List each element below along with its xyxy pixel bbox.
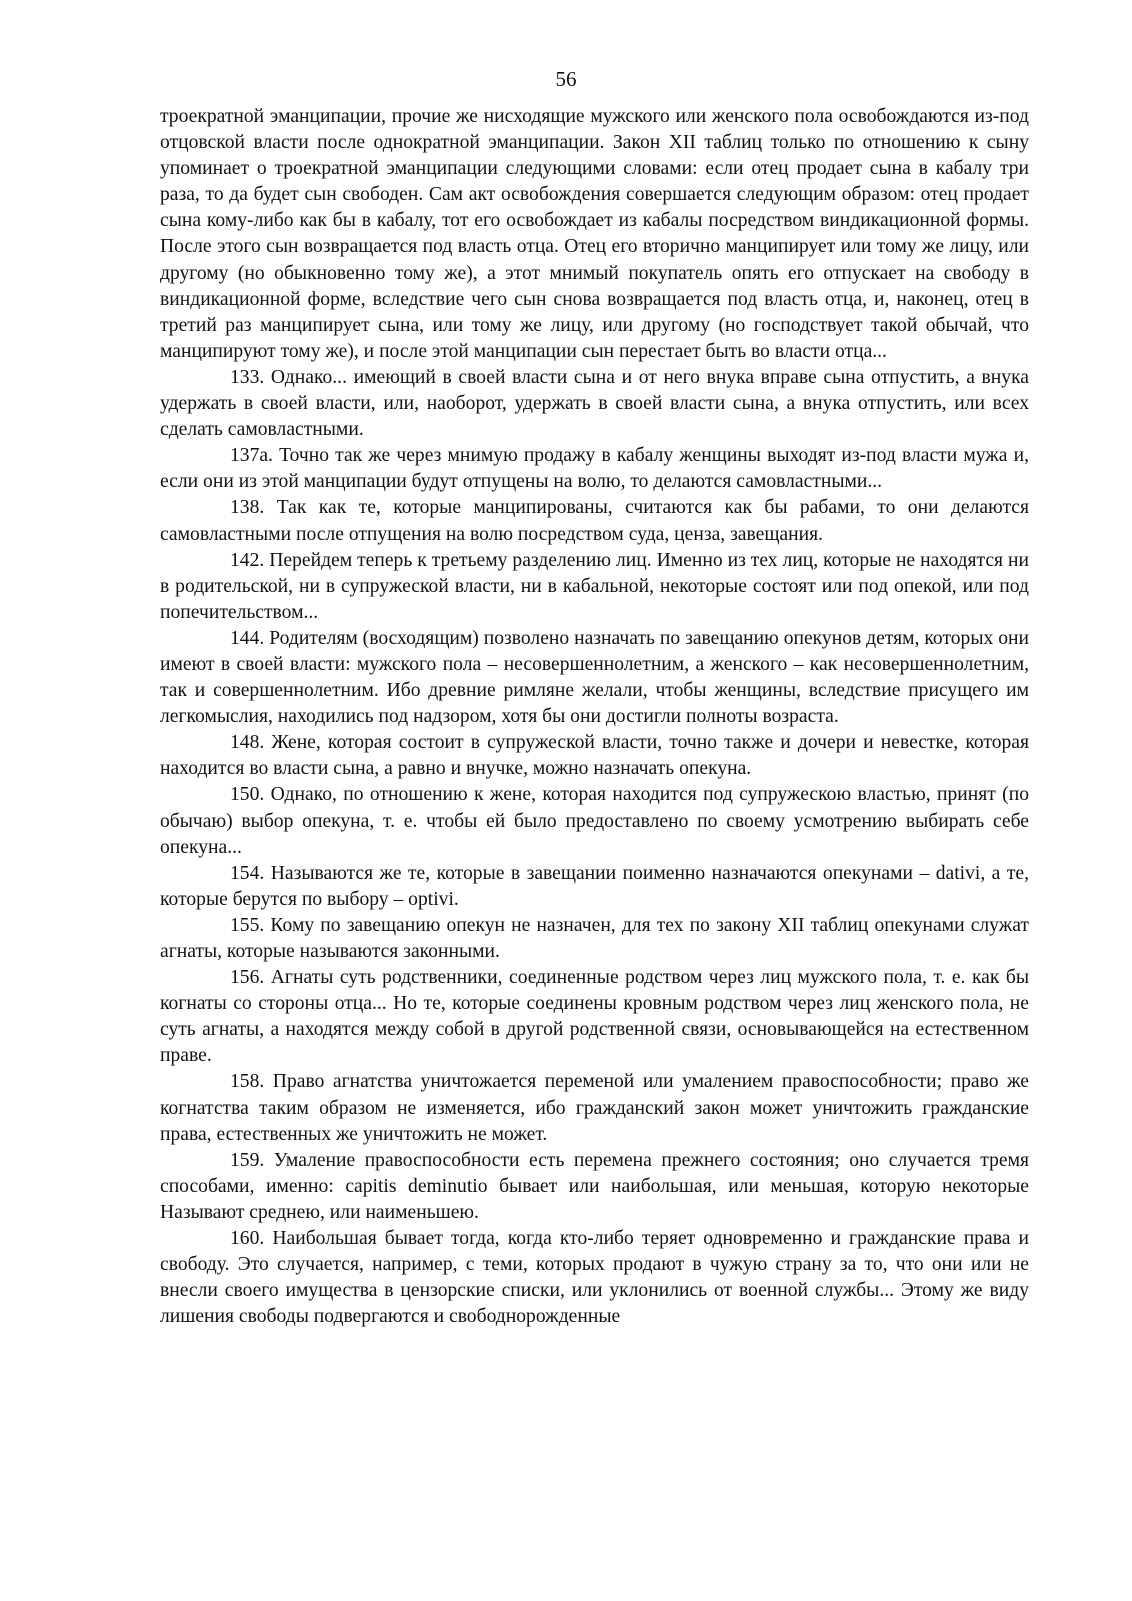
paragraph-158: 158. Право агнатства уничтожается переменой или умалением правоспособности; право же когнатства таким образом не изменяется, ибо гражданский закон может уничтожить гражданские права, естественных же уничтожить не может. <box>160 1071 1029 1145</box>
paragraph-159: 159. Умаление правоспособности есть перемена прежнего состояния; оно случается тремя способами, именно: capitis deminutio бывает или наибольшая, или меньшая, которую некоторые Называют среднею, или наименьшею. <box>160 1149 1029 1223</box>
paragraph-138: 138. Так как те, которые манципированы, считаются как бы рабами, то они делаются самовластными после отпущения на волю посредством суда, ценза, завещания. <box>160 497 1029 545</box>
paragraph-154: 154. Называются же те, которые в завещании поименно назначаются опекунами – dativi, а те, которые берутся по выбору – optivi. <box>160 862 1029 910</box>
paragraph-160: 160. Наибольшая бывает тогда, когда кто-либо теряет одновременно и гражданские права и свободу. Это случается, например, с теми, которых продают в чужую страну за то, что они или не внесли своего имущества в цензорские списки, или уклонились от военной службы... Этому же виду лишения свободы подвергаются и свободнорожденные <box>160 1228 1029 1328</box>
paragraph-137a: 137а. Точно так же через мнимую продажу в кабалу женщины выходят из-под власти мужа и, если они из этой манципации будут отпущены на волю, то делаются самовластными... <box>160 445 1029 493</box>
paragraph-144: 144. Родителям (восходящим) позволено назначать по завещанию опекунов детям, которых они имеют в своей власти: мужского пола – несовершеннолетним, а женского – как несовершеннолетним, так и совершеннолетним. Ибо древние римляне желали, чтобы женщины, вследствие присущего им легкомыслия, находились под надзором, хотя бы они достигли полноты возраста. <box>160 627 1029 728</box>
body-text <box>160 104 1029 1330</box>
paragraph-155: 155. Кому по завещанию опекун не назначен, для тех по закону XII таблиц опекунами служат агнаты, которые называются законными. <box>160 914 1029 962</box>
paragraph-150: 150. Однако, по отношению к жене, которая находится под супружескою властью, принят (по обычаю) выбор опекуна, т. е. чтобы ей было предоставлено по своему усмотрению выбирать себе опекуна... <box>160 784 1029 858</box>
paragraph-142: 142. Перейдем теперь к третьему разделению лиц. Именно из тех лиц, которые не находятся ни в родительской, ни в супружеской власти, ни в кабальной, некоторые состоят или под опекой, или под попечительством... <box>160 549 1029 623</box>
page-number: 56 <box>555 67 577 91</box>
paragraph-133: 133. Однако... имеющий в своей власти сына и от него внука вправе сына отпустить, а внука удержать в своей власти, или, наоборот, удержать в своей власти сына, а внука отпустить, или всех сделать самовластными. <box>160 366 1029 441</box>
paragraph-continuation: троекратной эманципации, прочие же нисходящие мужского или женского пола освобождаются из-под отцовской власти после однократной эманципации. Закон XII таблиц только по отношению к сыну упоминает о троекратной эманципации следующими словами: если отец продает сына в кабалу три раза, то да будет сын свободен. Сам акт освобождения совершается следующим образом: отец продает сына кому-либо как бы в кабалу, тот его освобождает из кабалы посредством виндикационной формы. После этого сын возвращается под власть отца. Отец его вторично манципирует или тому же лицу, или другому (но обыкновенно тому же), а этот мнимый покупатель опять его отпускает на свободу в виндикационной форме, вследствие чего сын снова возвращается под власть отца, и, наконец, отец в третий раз манципирует сына, или тому же лицу, или другому (но господствует такой обычай, что манципируют тому же), и после этой манципации сын перестает быть во власти отца... <box>160 106 1029 362</box>
paragraph-156: 156. Агнаты суть родственники, соединенные родством через лиц мужского пола, т. е. как бы когнаты со стороны отца... Но те, которые соединены кровным родством через лиц женского пола, не суть агнаты, а находятся между собой в другой родственной связи, основывающейся на естественном праве. <box>160 967 1029 1067</box>
paragraph-148: 148. Жене, которая состоит в супружеской власти, точно также и дочери и невестке, которая находится во власти сына, а равно и внучке, можно назначать опекуна. <box>160 732 1029 780</box>
